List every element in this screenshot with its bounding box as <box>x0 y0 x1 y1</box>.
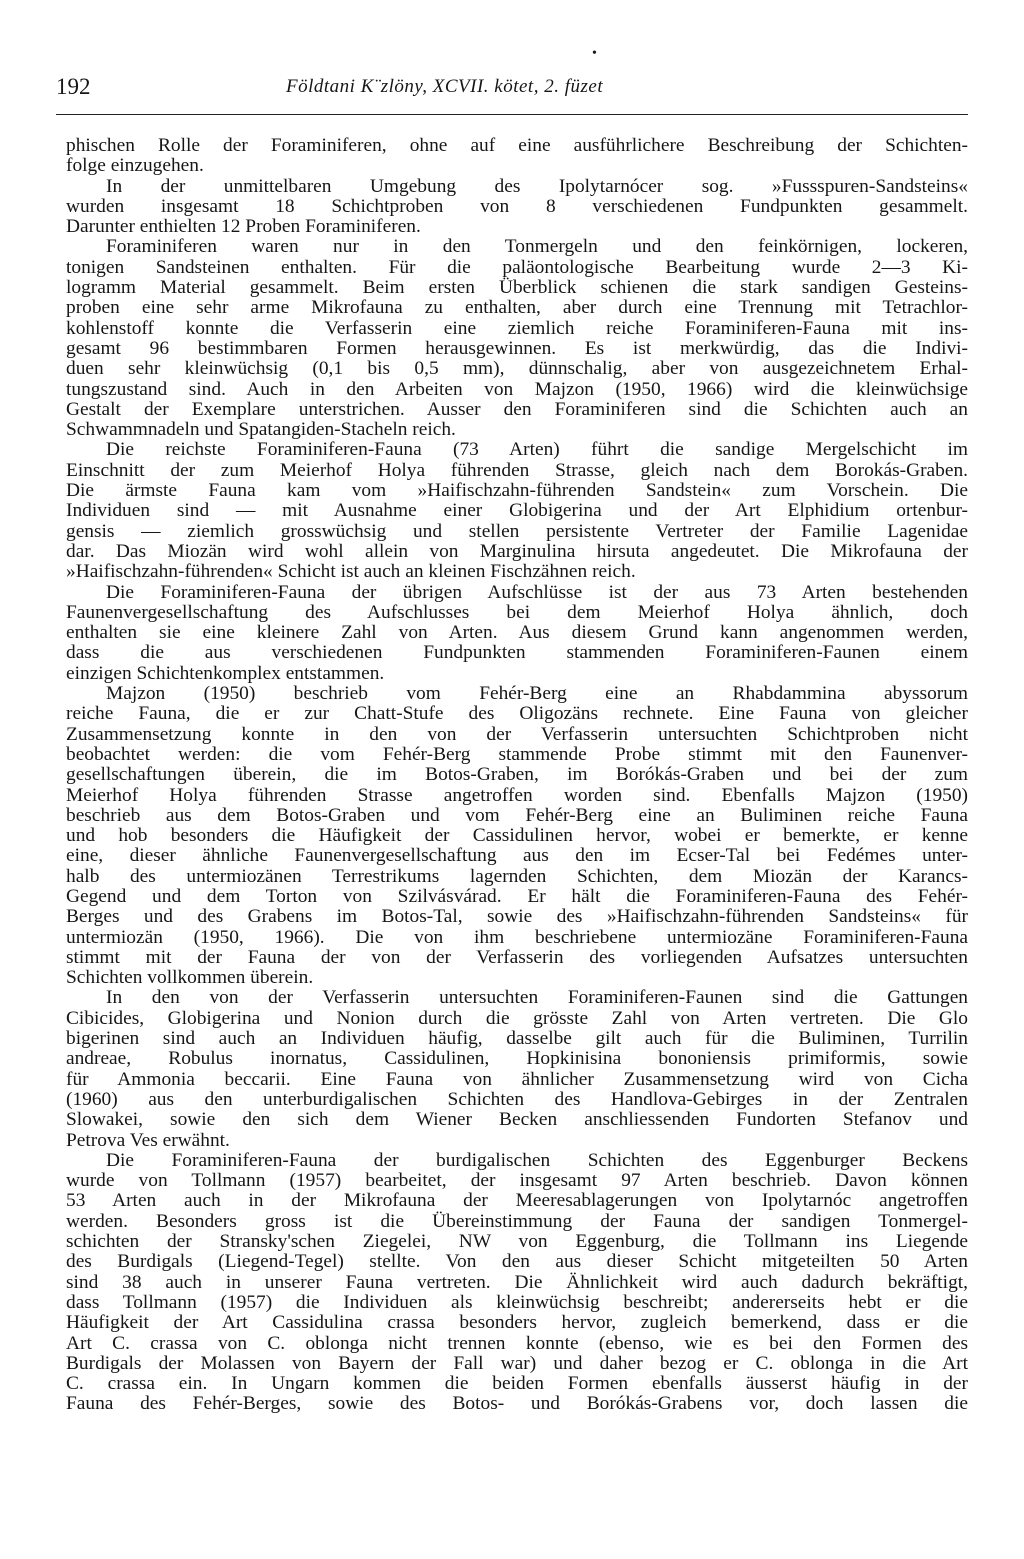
text-line: Slowakei, sowie den sich dem Wiener Becken anschliessenden Fundorten Stefanov und <box>66 1109 968 1131</box>
text-line: Individuen sind — mit Ausnahme einer Globigerina und der Art Elphidium ortenbur- <box>66 500 968 522</box>
text-line: Einschnitt der zum Meierhof Holya führenden Strasse, gleich nach dem Borokás-Graben. <box>66 459 968 481</box>
text-line: Die reichste Foraminiferen-Fauna (73 Arten) führt die sandige Mergelschicht im <box>106 439 968 461</box>
text-line: Schichten vollkommen überein. <box>66 967 314 989</box>
text-line: gensis — ziemlich grosswüchsig und stellen persistente Vertreter der Familie Lagenidae <box>66 520 968 542</box>
text-line: andreae, Robulus inornatus, Cassidulinen, Hopkinisina bononiensis primiformis, sowie <box>66 1048 968 1070</box>
text-line: wurde von Tollmann (1957) bearbeitet, der insgesamt 97 Arten beschrieb. Davon können <box>66 1170 968 1192</box>
text-line: logramm Material gesammelt. Beim ersten Überblick schienen die stark sandigen Gesteins- <box>66 277 968 299</box>
text-line: dass Tollmann (1957) die Individuen als kleinwüchsig beschreibt; andererseits hebt er die <box>66 1291 968 1313</box>
text-line: kohlenstoff konnte die Verfasserin eine ziemlich reiche Foraminiferen-Fauna mit ins- <box>66 317 968 339</box>
text-line: Zusammensetzung konnte in den von der Verfasserin untersuchten Schichtproben nicht <box>66 723 968 745</box>
text-line: und hob besonders die Häufigkeit der Cassidulinen hervor, wobei er bemerkte, er kenne <box>66 825 968 847</box>
text-line: bigerinen sind auch an Individuen häufig, dasselbe gilt auch für die Buliminen, Turrilin <box>66 1028 968 1050</box>
text-line: beschrieb aus dem Botos-Graben und vom Fehér-Berg eine an Buliminen reiche Fauna <box>66 804 968 826</box>
header-dot: • <box>592 46 597 61</box>
text-line: Gegend und dem Torton von Szilvásvárad. Er hält die Foraminiferen-Fauna des Fehér- <box>66 885 968 907</box>
text-line: reiche Fauna, die er zur Chatt-Stufe des Oligozäns rechnete. Eine Fauna von gleicher <box>66 703 968 725</box>
text-line: Gestalt der Exemplare unterstrichen. Ausser den Foraminiferen sind die Schichten auch an <box>66 398 968 420</box>
text-line: Burdigals der Molassen von Bayern der Fall war) und daher bezog er C. oblonga in die Art <box>66 1352 968 1374</box>
text-line: werden. Besonders gross ist die Übereinstimmung der Fauna der sandigen Tonmergel- <box>66 1210 968 1232</box>
text-line: C. crassa ein. In Ungarn kommen die beiden Formen ebenfalls äusserst häufig in der <box>66 1373 968 1395</box>
text-line: Berges und des Grabens im Botos-Tal, sowie des »Haifischzahn-führenden Sandsteins« für <box>66 906 968 928</box>
text-line: wurden insgesamt 18 Schichtproben von 8 verschiedenen Fundpunkten gesammelt. <box>66 195 968 217</box>
text-line: Faunenvergesellschaftung des Aufschlusses bei dem Meierhof Holya ähnlich, doch <box>66 601 968 623</box>
text-line: beobachtet werden: die vom Fehér-Berg stammende Probe stimmt mit den Faunenver- <box>66 743 968 765</box>
text-line: 53 Arten auch in der Mikrofauna der Meeresablagerungen von Ipolytarnóc angetroffen <box>66 1190 968 1212</box>
text-line: In der unmittelbaren Umgebung des Ipolytarnócer sog. »Fussspuren-Sandsteins« <box>106 175 968 197</box>
text-line: Die ärmste Fauna kam vom »Haifischzahn-führenden Sandstein« zum Vorschein. Die <box>66 480 968 502</box>
text-line: Foraminiferen waren nur in den Tonmergeln und den feinkörnigen, lockeren, <box>106 236 968 258</box>
body-text <box>66 136 968 1415</box>
text-line: Cibicides, Globigerina und Nonion durch die grösste Zahl von Arten vertreten. Die Glo <box>66 1007 968 1029</box>
text-line: »Haifischzahn-führenden« Schicht ist auch an kleinen Fischzähnen reich. <box>66 561 636 583</box>
text-line: gesamt 96 bestimmbaren Formen herausgewinnen. Es ist merkwürdig, das die Indivi- <box>66 337 968 359</box>
text-line: Darunter enthielten 12 Proben Foraminiferen. <box>66 216 421 238</box>
text-line: enthalten sie eine kleinere Zahl von Arten. Aus diesem Grund kann angenommen werden, <box>66 622 968 644</box>
text-line: Art C. crassa von C. oblonga nicht trennen konnte (ebenso, wie es bei den Formen des <box>66 1332 968 1354</box>
text-line: tonigen Sandsteinen enthalten. Für die paläontologische Bearbeitung wurde 2—3 Ki- <box>66 256 968 278</box>
text-line: des Burdigals (Liegend-Tegel) stellte. Von den aus dieser Schicht mitgeteilten 50 Arten <box>66 1251 968 1273</box>
text-line: (1960) aus den unterburdigalischen Schichten des Handlova-Gebirges in der Zentralen <box>66 1088 968 1110</box>
text-line: Die Foraminiferen-Fauna der burdigalischen Schichten des Eggenburger Beckens <box>106 1149 968 1171</box>
text-line: schichten der Stransky'schen Ziegelei, NW von Eggenburg, die Tollmann ins Liegende <box>66 1231 968 1253</box>
text-line: phischen Rolle der Foraminiferen, ohne auf eine ausführlichere Beschreibung der Schichten- <box>66 135 968 156</box>
text-line: einzigen Schichtenkomplex entstammen. <box>66 662 385 684</box>
text-line: proben eine sehr arme Mikrofauna zu enthalten, aber durch eine Trennung mit Tetrachlor- <box>66 297 968 319</box>
page-header <box>56 46 968 115</box>
text-line: duen sehr kleinwüchsig (0,1 bis 0,5 mm), dünnschalig, aber von ausgezeichnetem Erhal- <box>66 358 968 380</box>
text-line: Petrova Ves erwähnt. <box>66 1129 230 1151</box>
text-line: für Ammonia beccarii. Eine Fauna von ähnlicher Zusammensetzung wird von Cicha <box>66 1068 968 1090</box>
text-line: gesellschaftungen überein, die im Botos-Graben, im Borókás-Graben und bei der zum <box>66 764 968 786</box>
running-title: Földtani K¨zlöny, XCVII. kötet, 2. füzet <box>286 76 604 97</box>
text-line: halb des untermiozänen Terrestrikums lagernden Schichten, dem Miozän der Karancs- <box>66 865 968 887</box>
text-line: Majzon (1950) beschrieb vom Fehér-Berg eine an Rhabdammina abyssorum <box>106 683 968 705</box>
text-line: folge einzugehen. <box>66 155 204 177</box>
text-line: sind 38 auch in unserer Fauna vertreten. Die Ähnlichkeit wird auch dadurch bekräftigt, <box>66 1271 968 1293</box>
text-line: In den von der Verfasserin untersuchten Foraminiferen-Faunen sind die Gattungen <box>106 987 968 1009</box>
text-line: Schwammnadeln und Spatangiden-Stacheln reich. <box>66 419 456 441</box>
text-line: Die Foraminiferen-Fauna der übrigen Aufschlüsse ist der aus 73 Arten bestehenden <box>106 581 968 603</box>
text-line: eine, dieser ähnliche Faunenvergesellschaftung aus den im Ecser-Tal bei Fedémes unter- <box>66 845 968 867</box>
text-line: Meierhof Holya führenden Strasse angetroffen worden sind. Ebenfalls Majzon (1950) <box>66 784 968 806</box>
text-line: dar. Das Miozän wird wohl allein von Marginulina hirsuta angedeutet. Die Mikrofauna der <box>66 540 968 562</box>
text-line: tungszustand sind. Auch in den Arbeiten von Majzon (1950, 1966) wird die kleinwüchsige <box>66 378 968 400</box>
page-number: 192 <box>56 74 91 99</box>
text-line: Fauna des Fehér-Berges, sowie des Botos- und Borókás-Grabens vor, doch lassen die <box>66 1393 968 1415</box>
text-line: stimmt mit der Fauna der von der Verfasserin des vorliegenden Aufsatzes untersuchten <box>66 946 968 968</box>
text-line: untermiozän (1950, 1966). Die von ihm beschriebene untermiozäne Foraminiferen-Fauna <box>66 926 968 948</box>
text-line: dass die aus verschiedenen Fundpunkten stammenden Foraminiferen-Faunen einem <box>66 642 968 664</box>
text-line: Häufigkeit der Art Cassidulina crassa besonders hervor, zugleich bemerkend, dass er die <box>66 1312 968 1334</box>
